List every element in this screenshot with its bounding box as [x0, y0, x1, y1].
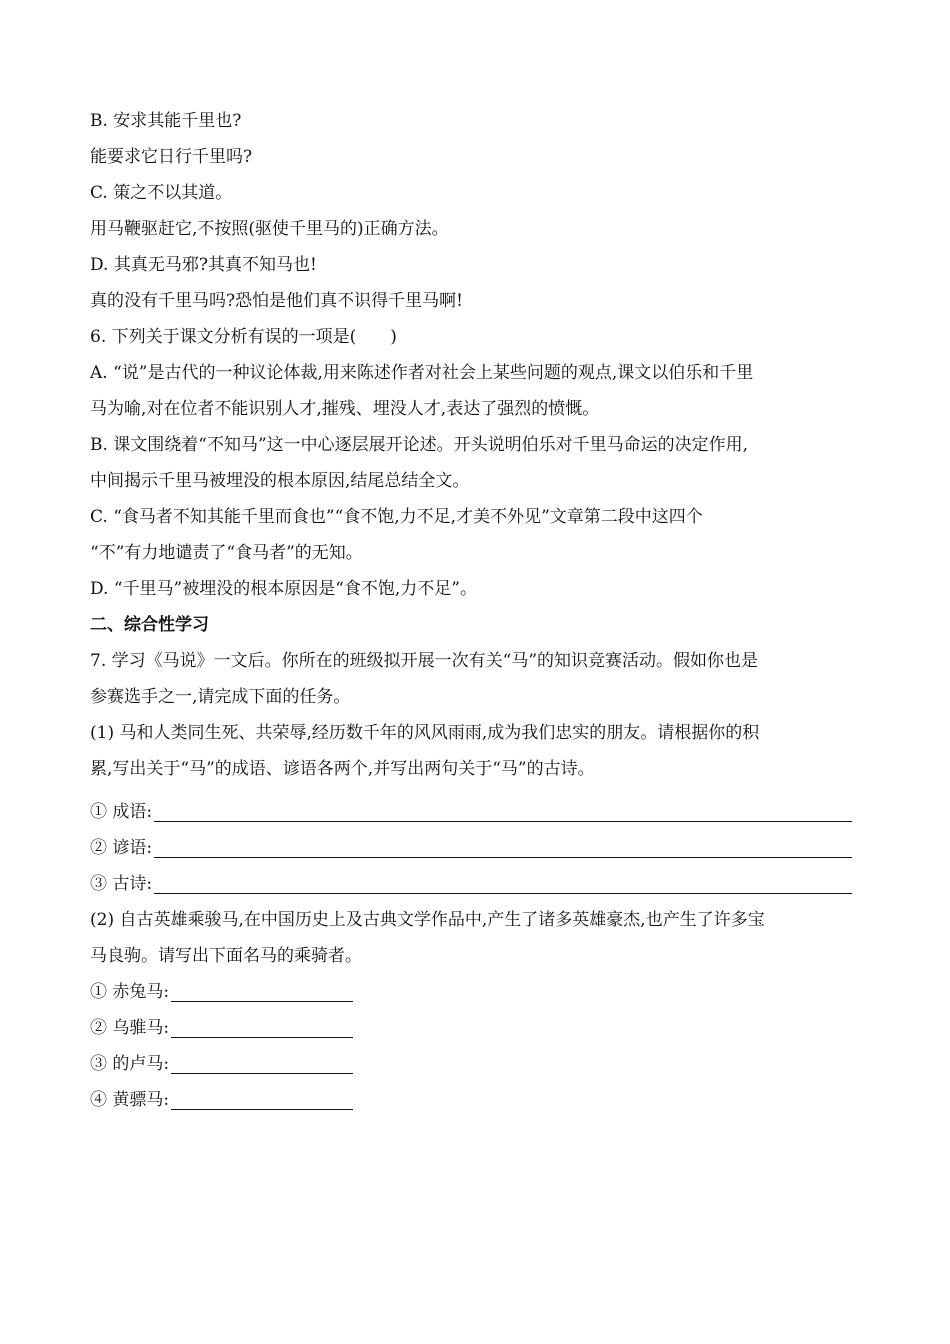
q6-option-c-line1: C. “食马者不知其能千里而食也”“食不饱,力不足,才美不外见”文章第二段中这四个 — [90, 507, 703, 527]
huangbiao-answer-row — [90, 1090, 860, 1110]
q6-option-d-line1: D. “千里马”被埋没的根本原因是“食不饱,力不足”。 — [90, 579, 477, 599]
q5-option-d: D. 其真无马邪?其真不知马也! — [90, 255, 317, 275]
idiom-answer-row — [90, 802, 852, 822]
wuzhui-label: ② 乌骓马: — [90, 1018, 170, 1038]
poem-answer-blank[interactable] — [154, 875, 852, 894]
q5-option-b-translation: 能要求它日行千里吗? — [90, 147, 253, 167]
q6-option-a-line2: 马为喻,对在位者不能识别人才,摧残、埋没人才,表达了强烈的愤慨。 — [90, 399, 600, 419]
idiom-answer-blank[interactable] — [154, 803, 852, 822]
wuzhui-answer-blank[interactable] — [171, 1019, 353, 1038]
q7-part2-line2: 马良驹。请写出下面名马的乘骑者。 — [90, 946, 362, 966]
huangbiao-label: ④ 黄骠马: — [90, 1090, 170, 1110]
dilu-answer-row — [90, 1054, 860, 1074]
q6-option-b-line1: B. 课文围绕着“不知马”这一中心逐层展开论述。开头说明伯乐对千里马命运的决定作用, — [90, 435, 749, 455]
idiom-label: ① 成语: — [90, 802, 153, 822]
q5-option-c-translation: 用马鞭驱赶它,不按照(驱使千里马的)正确方法。 — [90, 219, 449, 239]
wuzhui-answer-row — [90, 1018, 860, 1038]
q7-stem-line1: 7. 学习《马说》一文后。你所在的班级拟开展一次有关“马”的知识竞赛活动。假如你也是 — [90, 651, 759, 671]
proverb-answer-blank[interactable] — [154, 839, 852, 858]
poem-answer-row — [90, 874, 852, 894]
poem-label: ③ 古诗: — [90, 874, 153, 894]
q6-option-b-line2: 中间揭示千里马被埋没的根本原因,结尾总结全文。 — [90, 471, 470, 491]
q6-stem: 6. 下列关于课文分析有误的一项是( ) — [90, 327, 397, 347]
chitu-answer-row — [90, 982, 860, 1002]
chitu-answer-blank[interactable] — [171, 983, 353, 1002]
dilu-label: ③ 的卢马: — [90, 1054, 170, 1074]
dilu-answer-blank[interactable] — [171, 1055, 353, 1074]
chitu-label: ① 赤兔马: — [90, 982, 170, 1002]
q6-option-a-line1: A. “说”是古代的一种议论体裁,用来陈述作者对社会上某些问题的观点,课文以伯乐和千里 — [90, 363, 754, 383]
huangbiao-answer-blank[interactable] — [171, 1091, 353, 1110]
q7-part2-line1: (2) 自古英雄乘骏马,在中国历史上及古典文学作品中,产生了诸多英雄豪杰,也产生了许多宝 — [90, 910, 765, 930]
q7-part1-line2: 累,写出关于“马”的成语、谚语各两个,并写出两句关于“马”的古诗。 — [90, 759, 595, 779]
proverb-answer-row — [90, 838, 852, 858]
q7-stem-line2: 参赛选手之一,请完成下面的任务。 — [90, 687, 351, 707]
q5-option-d-translation: 真的没有千里马吗?恐怕是他们真不识得千里马啊! — [90, 291, 463, 311]
proverb-label: ② 谚语: — [90, 838, 153, 858]
q6-option-c-line2: “不”有力地谴责了“食马者”的无知。 — [90, 543, 363, 563]
section-heading: 二、综合性学习 — [90, 615, 209, 635]
q5-option-b: B. 安求其能千里也? — [90, 111, 242, 131]
q7-part1-line1: (1) 马和人类同生死、共荣辱,经历数千年的风风雨雨,成为我们忠实的朋友。请根据你的积 — [90, 723, 760, 743]
q5-option-c: C. 策之不以其道。 — [90, 183, 233, 203]
